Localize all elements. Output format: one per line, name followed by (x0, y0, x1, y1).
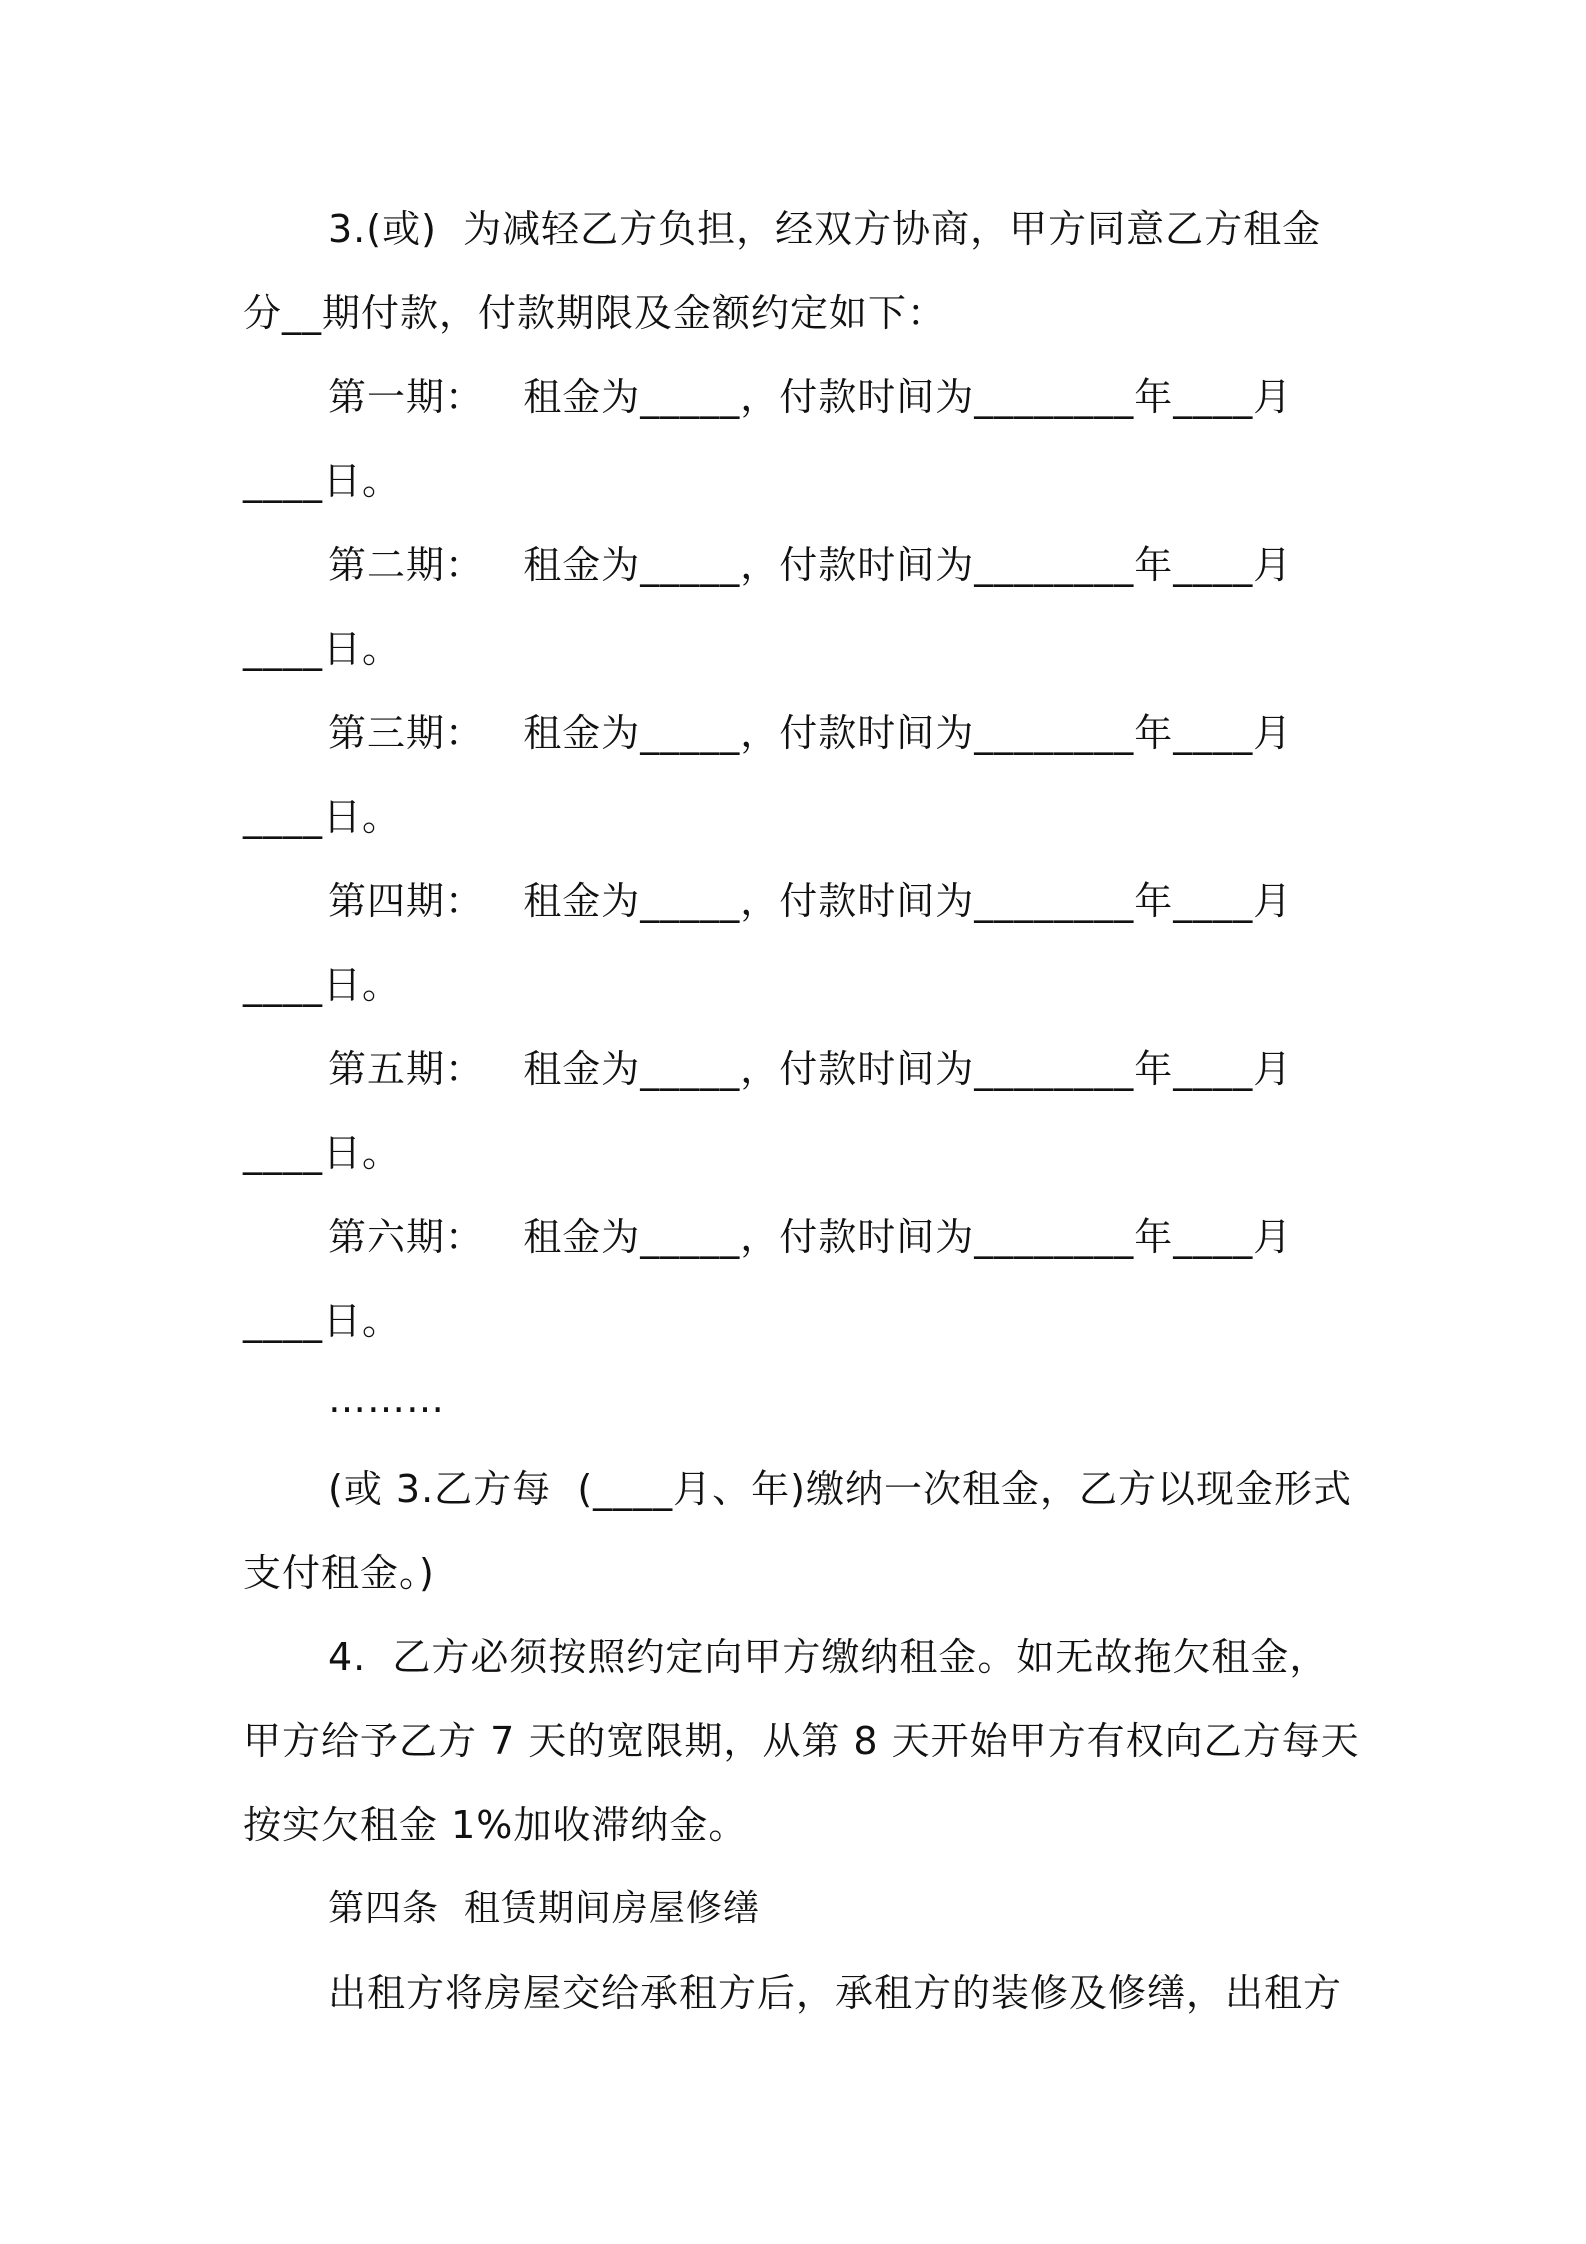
paragraph-4-line-3: 按实欠租金 1%加收滞纳金。 (243, 1803, 748, 1847)
installment-3-line-2: ____日。 (243, 795, 402, 839)
article-4-text: 出租方将房屋交给承租方后，承租方的装修及修缮，出租方 (328, 1971, 1343, 2015)
paragraph-4-line-2: 甲方给予乙方 7 天的宽限期，从第 8 天开始甲方有权向乙方每天 (243, 1719, 1360, 1763)
installment-4-line-1: 第四期： 租金为_____，付款时间为________年____月 (328, 879, 1293, 923)
installment-5-line-1: 第五期： 租金为_____，付款时间为________年____月 (328, 1047, 1293, 1091)
paragraph-3-line-1: 3.(或) 为减轻乙方负担，经双方协商，甲方同意乙方租金 (328, 207, 1322, 251)
paragraph-4-line-1: 4. 乙方必须按照约定向甲方缴纳租金。如无故拖欠租金， (328, 1635, 1329, 1679)
alt-clause-line-2: 支付租金。) (243, 1551, 435, 1595)
paragraph-3-line-2: 分__期付款，付款期限及金额约定如下： (243, 291, 947, 335)
installment-2-line-1: 第二期： 租金为_____，付款时间为________年____月 (328, 543, 1293, 587)
installment-6-line-2: ____日。 (243, 1299, 402, 1343)
alt-clause-line-1: (或 3.乙方每 (____月、年)缴纳一次租金，乙方以现金形式 (328, 1467, 1352, 1511)
installment-1-line-1: 第一期： 租金为_____，付款时间为________年____月 (328, 375, 1293, 419)
installment-2-line-2: ____日。 (243, 627, 402, 671)
installment-1-line-2: ____日。 (243, 459, 402, 503)
article-4-heading: 第四条 租赁期间房屋修缮 (328, 1888, 760, 1929)
installment-6-line-1: 第六期： 租金为_____，付款时间为________年____月 (328, 1215, 1293, 1259)
installment-4-line-2: ____日。 (243, 963, 402, 1007)
installment-3-line-1: 第三期： 租金为_____，付款时间为________年____月 (328, 711, 1293, 755)
installment-5-line-2: ____日。 (243, 1131, 402, 1175)
ellipsis: ……… (328, 1377, 445, 1421)
